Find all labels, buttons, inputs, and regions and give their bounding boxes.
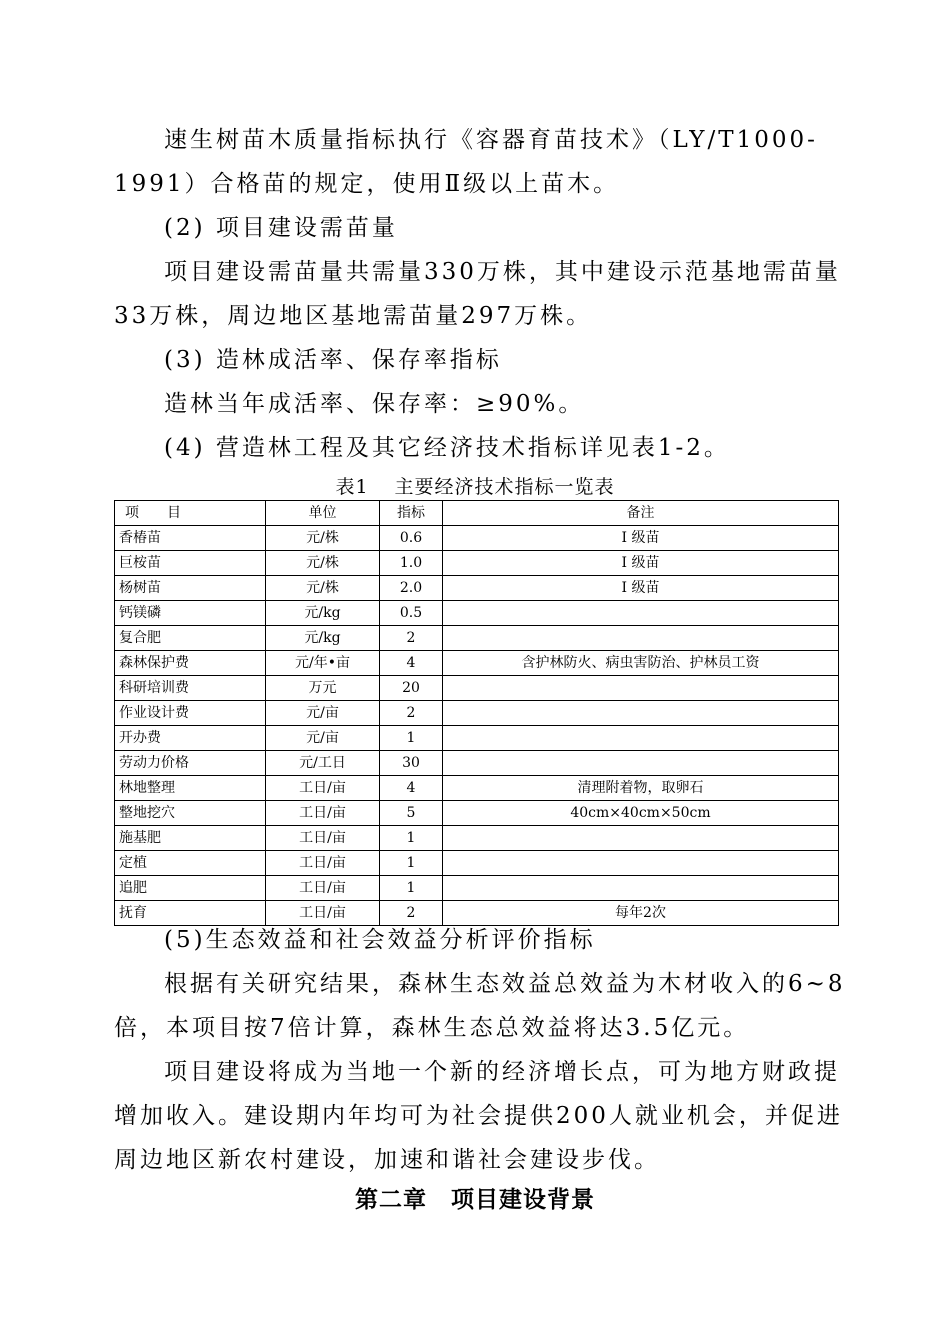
cell-unit: 元/株	[266, 551, 380, 576]
section-5	[114, 918, 846, 1182]
table-caption-number: 表1	[335, 476, 369, 498]
cell-unit: 元/年•亩	[266, 651, 380, 676]
section-heading: (3) 造林成活率、保存率指标	[164, 347, 502, 373]
table-row	[115, 776, 839, 801]
table-row	[115, 676, 839, 701]
cell-note	[443, 676, 839, 701]
cell-note: 40cm×40cm×50cm	[443, 801, 839, 826]
chapter-title: 项目建设背景	[451, 1187, 595, 1213]
cell-note	[443, 726, 839, 751]
cell-value: 2	[380, 901, 443, 926]
header-item: 项 目	[115, 501, 266, 526]
cell-note: Ⅰ 级苗	[443, 576, 839, 601]
cell-unit: 元/亩	[266, 701, 380, 726]
table-row	[115, 601, 839, 626]
table-body	[115, 526, 839, 926]
table-row	[115, 576, 839, 601]
cell-unit: 工日/亩	[266, 901, 380, 926]
cell-value: 1	[380, 876, 443, 901]
cell-value: 2.0	[380, 576, 443, 601]
cell-value: 30	[380, 751, 443, 776]
cell-value: 1	[380, 726, 443, 751]
cell-item: 追肥	[115, 876, 266, 901]
cell-value: 0.5	[380, 601, 443, 626]
chapter-number: 第二章	[355, 1187, 427, 1213]
header-unit: 单位	[266, 501, 380, 526]
cell-value: 2	[380, 701, 443, 726]
cell-value: 0.6	[380, 526, 443, 551]
cell-unit: 工日/亩	[266, 851, 380, 876]
text-line: 造林当年成活率、保存率：≥90%。	[164, 391, 585, 417]
table-row	[115, 801, 839, 826]
table-row	[115, 651, 839, 676]
cell-value: 4	[380, 776, 443, 801]
section-2	[114, 206, 841, 338]
cell-item: 开办费	[115, 726, 266, 751]
section-heading: (2) 项目建设需苗量	[164, 215, 398, 241]
text-line: 根据有关研究结果，森林生态效益总效益为木材收入的6~8	[164, 971, 846, 997]
cell-unit: 工日/亩	[266, 826, 380, 851]
cell-item: 作业设计费	[115, 701, 266, 726]
header-value: 指标	[380, 501, 443, 526]
cell-item: 施基肥	[115, 826, 266, 851]
cell-value: 1	[380, 826, 443, 851]
table-row	[115, 526, 839, 551]
cell-value: 1.0	[380, 551, 443, 576]
cell-note	[443, 851, 839, 876]
text-line: 倍，本项目按7倍计算，森林生态总效益将达3.5亿元。	[114, 1015, 750, 1041]
cell-item: 复合肥	[115, 626, 266, 651]
indicators-table	[114, 500, 839, 926]
table-caption-title: 主要经济技术指标一览表	[394, 476, 615, 498]
cell-item: 森林保护费	[115, 651, 266, 676]
table-row	[115, 851, 839, 876]
intro-paragraph	[114, 118, 838, 206]
cell-value: 1	[380, 851, 443, 876]
table-caption	[0, 472, 950, 502]
cell-unit: 元/kg	[266, 601, 380, 626]
cell-unit: 元/工日	[266, 751, 380, 776]
chapter-heading	[0, 1180, 950, 1220]
cell-note: Ⅰ 级苗	[443, 526, 839, 551]
cell-item: 抚育	[115, 901, 266, 926]
cell-note: 每年2次	[443, 901, 839, 926]
cell-item: 林地整理	[115, 776, 266, 801]
cell-value: 5	[380, 801, 443, 826]
cell-item: 整地挖穴	[115, 801, 266, 826]
cell-note: 含护林防火、病虫害防治、护林员工资	[443, 651, 839, 676]
cell-unit: 元/亩	[266, 726, 380, 751]
text-line: 项目建设将成为当地一个新的经济增长点，可为地方财政提	[164, 1059, 840, 1085]
table-header-row	[115, 501, 839, 526]
cell-value: 20	[380, 676, 443, 701]
section-4	[114, 426, 838, 470]
table-row	[115, 626, 839, 651]
cell-item: 杨树苗	[115, 576, 266, 601]
cell-unit: 元/kg	[266, 626, 380, 651]
section-3	[114, 338, 838, 426]
text-line: 速生树苗木质量指标执行《容器育苗技术》（LY/T1000-	[164, 127, 818, 153]
cell-item: 香椿苗	[115, 526, 266, 551]
table-row	[115, 551, 839, 576]
cell-note	[443, 751, 839, 776]
cell-unit: 万元	[266, 676, 380, 701]
text-line: 1991）合格苗的规定，使用Ⅱ级以上苗木。	[114, 171, 620, 197]
cell-unit: 元/株	[266, 576, 380, 601]
text-line: 周边地区新农村建设，加速和谐社会建设步伐。	[114, 1147, 660, 1173]
table-row	[115, 876, 839, 901]
cell-note	[443, 876, 839, 901]
table-row	[115, 726, 839, 751]
cell-item: 定植	[115, 851, 266, 876]
table-row	[115, 751, 839, 776]
cell-value: 4	[380, 651, 443, 676]
cell-unit: 元/株	[266, 526, 380, 551]
table-row	[115, 701, 839, 726]
cell-item: 钙镁磷	[115, 601, 266, 626]
cell-item: 巨桉苗	[115, 551, 266, 576]
cell-item: 科研培训费	[115, 676, 266, 701]
cell-item: 劳动力价格	[115, 751, 266, 776]
cell-unit: 工日/亩	[266, 801, 380, 826]
section-heading: (5)生态效益和社会效益分析评价指标	[164, 927, 596, 953]
cell-unit: 工日/亩	[266, 876, 380, 901]
header-note: 备注	[443, 501, 839, 526]
text-line: 增加收入。建设期内年均可为社会提供200人就业机会，并促进	[114, 1103, 843, 1129]
cell-note: 清理附着物，取卵石	[443, 776, 839, 801]
cell-unit: 工日/亩	[266, 776, 380, 801]
section-heading: (4) 营造林工程及其它经济技术指标详见表1-2。	[164, 435, 730, 461]
table-row	[115, 826, 839, 851]
cell-note: Ⅰ 级苗	[443, 551, 839, 576]
cell-note	[443, 701, 839, 726]
text-line: 项目建设需苗量共需量330万株，其中建设示范基地需苗量	[164, 259, 841, 285]
cell-note	[443, 826, 839, 851]
cell-note	[443, 601, 839, 626]
cell-value: 2	[380, 626, 443, 651]
text-line: 33万株，周边地区基地需苗量297万株。	[114, 303, 593, 329]
cell-note	[443, 626, 839, 651]
